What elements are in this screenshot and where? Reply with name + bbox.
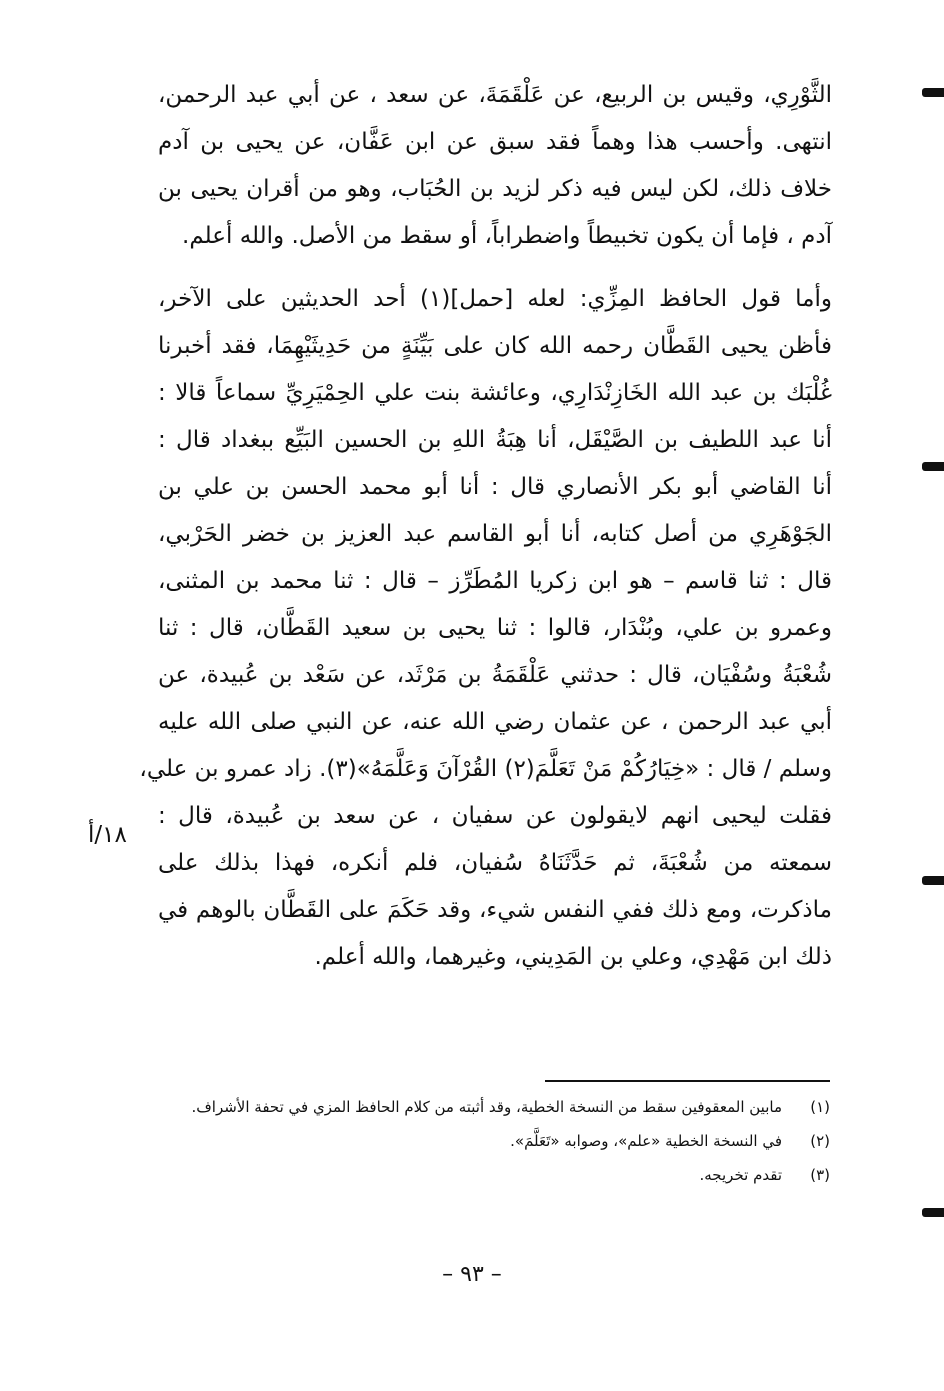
text-line: أبي عبد الرحمن ، عن عثمان رضي الله عنه، عن النبي صلى الله عليه <box>158 709 832 735</box>
scan-edge-mark <box>922 462 944 471</box>
text-line: خلاف ذلك، لكن ليس فيه ذكر لزيد بن الحُبَاب، وهو من أقران يحيى بن <box>158 176 832 202</box>
text-line: شُعْبَةُ وسُفْيَان، قال : حدثني عَلْقَمَةُ بن مَرْثَد، عن سَعْد بن عُبيدة، عن <box>158 662 832 688</box>
text-line: أنا عبد اللطيف بن الصَّيْقَل، أنا هِبَةُ اللهِ بن الحسين البَيِّع ببغداد قال : <box>158 427 832 453</box>
scan-edge-mark <box>922 1208 944 1217</box>
footnote-2 <box>162 1128 830 1154</box>
text-line: الجَوْهَرِي من أصل كتابه، أنا أبو القاسم عبد العزيز بن خضر الحَرْبي، <box>158 521 832 547</box>
paragraph-spacer <box>158 260 832 276</box>
text-line: قال : ثنا قاسم – هو ابن زكريا المُطَرِّز – قال : ثنا محمد بن المثنى، <box>158 568 832 594</box>
paragraph-2 <box>139 276 832 981</box>
text-line: آدم ، فإما أن يكون تخبيطاً واضطراباً، أو سقط من الأصل. والله أعلم. <box>182 223 832 249</box>
text-line: وعمرو بن علي، وبُنْدَار، قالوا : ثنا يحيى بن سعيد القَطَّان، قال : ثنا <box>158 615 832 641</box>
text-line: فأظن يحيى القَطَّان رحمه الله كان على بَيِّنَةٍ من حَدِيثَيْهِمَا، فقد أخبرنا <box>158 333 832 359</box>
paragraph-1 <box>158 72 832 260</box>
footnotes <box>162 1094 830 1196</box>
footnote-number: (٣) <box>810 1166 830 1184</box>
manuscript-folio-note: ١٨/أ <box>88 822 127 848</box>
footnote-text: مابين المعقوفين سقط من النسخة الخطية، وقد أثبته من كلام الحافظ المزي في تحفة الأشراف. <box>191 1098 782 1116</box>
text-line: ذلك ابن مَهْدِي، وعلي بن المَدِيني، وغيرهما، والله أعلم. <box>314 944 832 970</box>
footnote-1 <box>162 1094 830 1120</box>
text-line: انتهى. وأحسب هذا وهماً فقد سبق عن ابن عَفَّان، عن يحيى بن آدم <box>158 129 832 155</box>
footnote-divider <box>545 1080 830 1082</box>
footnote-number: (٢) <box>810 1132 830 1150</box>
text-line: الثَّوْرِي، وقيس بن الربيع، عن عَلْقَمَةَ، عن سعد ، عن أبي عبد الرحمن، <box>158 82 832 108</box>
footnote-number: (١) <box>810 1098 830 1116</box>
page-number: – ٩٣ – <box>442 1262 502 1287</box>
scan-edge-mark <box>922 876 944 885</box>
text-line: ماذكرت، ومع ذلك ففي النفس شيء، وقد حَكَمَ على القَطَّان بالوهم في <box>158 897 832 923</box>
footnote-3 <box>162 1162 830 1188</box>
scan-edge-mark <box>922 88 944 97</box>
main-text <box>139 72 832 981</box>
text-line: سمعته من شُعْبَةَ، ثم حَدَّثَنَاهُ سُفيان، فلم أنكره، فهذا بذلك على <box>158 850 832 876</box>
footnote-text: في النسخة الخطية «علم»، وصوابه «تَعَلَّمَ». <box>510 1132 782 1150</box>
text-line: فقلت ليحيى انهم لايقولون عن سفيان ، عن سعد بن عُبيدة، قال : <box>158 803 832 829</box>
footnote-text: تقدم تخريجه. <box>699 1166 782 1184</box>
text-line: غُلْبَك بن عبد الله الخَازِنْدَارِي، وعائشة بنت علي الحِمْيَرِيِّ سماعاً قالا : <box>158 380 832 406</box>
text-line: أنا القاضي أبو بكر الأنصاري قال : أنا أبو محمد الحسن بن علي بن <box>158 474 832 500</box>
text-line: وأما قول الحافظ المِزِّي: لعله [حمل](١) أحد الحديثين على الآخر، <box>158 286 832 312</box>
text-line: وسلم / قال : «خِيَارُكُمْ مَنْ تَعَلَّمَ(٢) القُرْآنَ وَعَلَّمَهُ»(٣). زاد عمرو بن علي، <box>139 756 832 782</box>
